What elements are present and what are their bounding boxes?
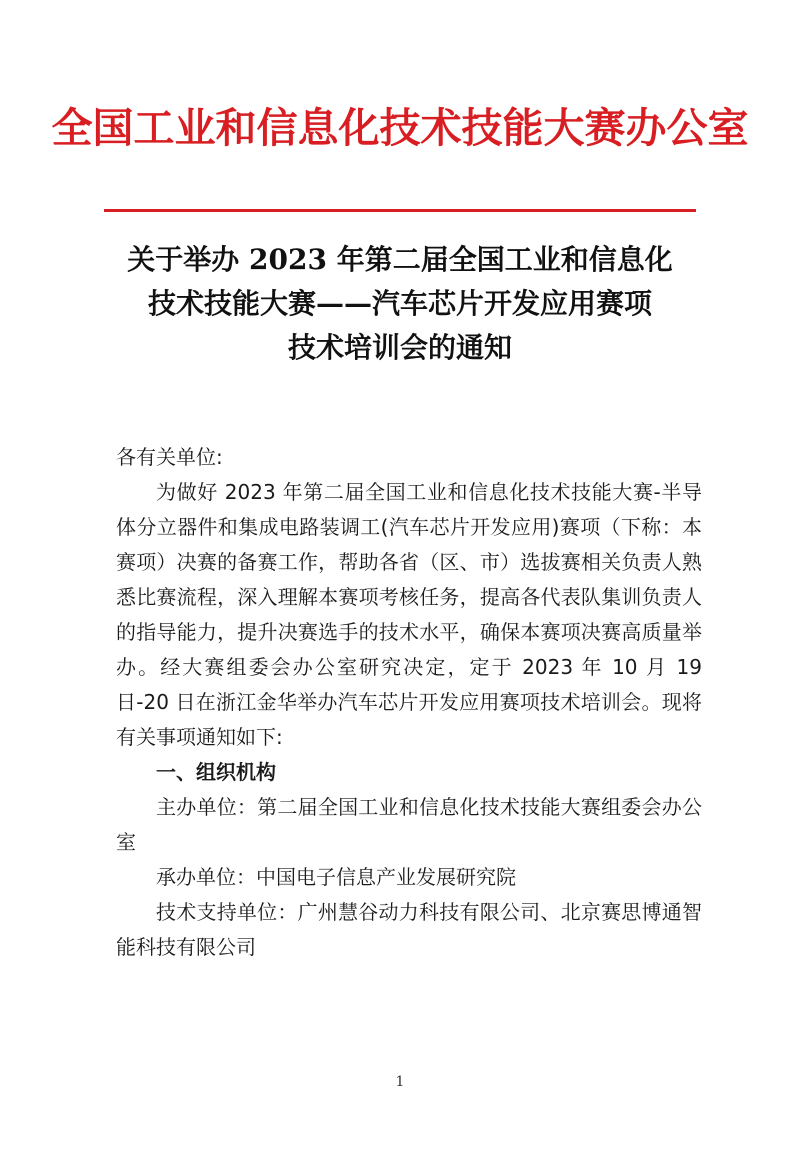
letterhead-title: 全国工业和信息化技术技能大赛办公室: [51, 104, 749, 152]
salutation: 各有关单位:: [116, 445, 223, 469]
notice-body: [116, 440, 702, 965]
tech-support-paragraph: 技术支持单位：广州慧谷动力科技有限公司、北京赛思博通智能科技有限公司: [116, 900, 702, 959]
notice-title-line: 关于举办 2023 年第二届全国工业和信息化: [127, 243, 673, 276]
undertaker-paragraph: 承办单位：中国电子信息产业发展研究院: [156, 865, 516, 889]
organizer-paragraph: 主办单位：第二届全国工业和信息化技术技能大赛组委会办公室: [116, 795, 702, 854]
section-heading-organization: 一、组织机构: [156, 760, 276, 784]
page-number: 1: [395, 1074, 405, 1090]
letterhead-divider: [104, 209, 696, 212]
notice-title-line: 技术技能大赛——汽车芯片开发应用赛项: [147, 287, 652, 320]
notice-title: [90, 238, 710, 370]
intro-paragraph: 为做好 2023 年第二届全国工业和信息化技术技能大赛-半导体分立器件和集成电路装调工(汽车芯片开发应用)赛项（下称：本赛项）决赛的备赛工作，帮助各省（区、市）选拔赛相关负责人熟悉比赛流程，深入理解本赛项考核任务，提高各代表队集训负责人的指导能力，提升决赛选手的技术水平，确保本赛项决赛高质量举办。经大赛组委会办公室研究决定，定于 2023 年 10 月 19 日-20 日在浙江金华举办汽车芯片开发应用赛项技术培训会。现将有关事项通知如下:: [116, 480, 702, 749]
notice-title-line: 技术培训会的通知: [287, 331, 512, 364]
